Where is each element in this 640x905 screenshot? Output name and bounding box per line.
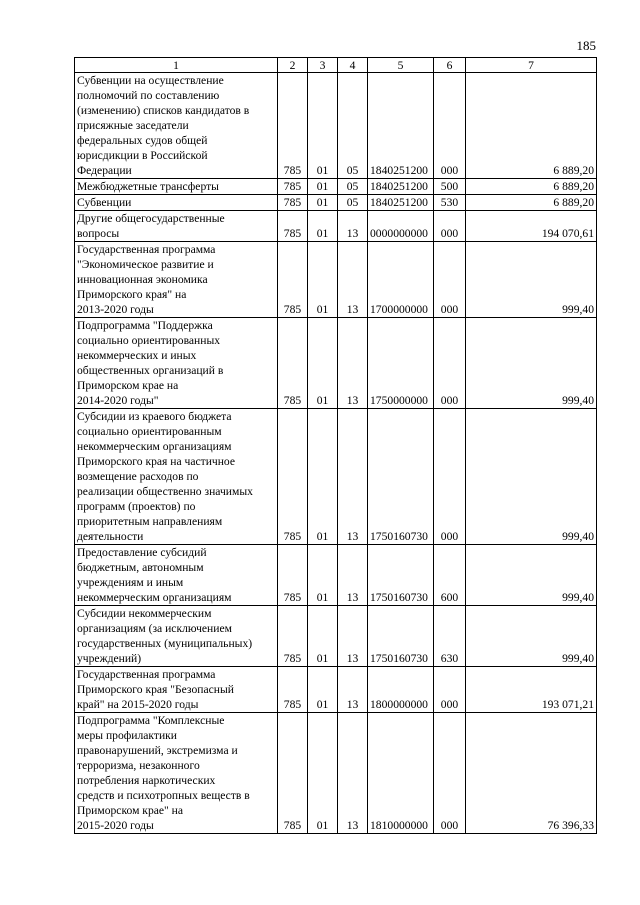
row-subsection: 13 [338, 667, 368, 713]
row-vr: 000 [434, 409, 466, 545]
table-row [75, 179, 597, 195]
row-amount: 999,40 [466, 545, 597, 606]
row-name: Другие общегосударственные вопросы [75, 211, 278, 242]
row-amount: 76 396,33 [466, 713, 597, 834]
row-code: 785 [278, 545, 308, 606]
row-vr: 000 [434, 211, 466, 242]
row-csr: 1840251200 [368, 73, 434, 179]
row-csr: 1840251200 [368, 195, 434, 211]
row-name: Субвенции на осуществление полномочий по составлению (изменению) списков кандидатов в присяжные заседатели федеральных судов общей юрисдикции в Российской Федерации [75, 73, 278, 179]
row-subsection: 13 [338, 242, 368, 318]
row-csr: 1750160730 [368, 409, 434, 545]
row-code: 785 [278, 713, 308, 834]
table-row [75, 545, 597, 606]
row-code: 785 [278, 606, 308, 667]
table-row [75, 606, 597, 667]
row-code: 785 [278, 195, 308, 211]
row-subsection: 13 [338, 545, 368, 606]
row-section: 01 [308, 409, 338, 545]
row-name: Подпрограмма "Поддержка социально ориентированных некоммерческих и иных общественных организаций в Приморском крае на 2014-2020 годы" [75, 318, 278, 409]
row-name: Государственная программа Приморского края "Безопасный край" на 2015-2020 годы [75, 667, 278, 713]
row-vr: 000 [434, 318, 466, 409]
table-row [75, 713, 597, 834]
row-amount: 999,40 [466, 242, 597, 318]
row-section: 01 [308, 242, 338, 318]
header-col-1: 1 [75, 58, 278, 73]
row-csr: 1700000000 [368, 242, 434, 318]
header-col-6: 6 [434, 58, 466, 73]
row-csr: 1750160730 [368, 606, 434, 667]
row-vr: 530 [434, 195, 466, 211]
table-row [75, 318, 597, 409]
row-vr: 600 [434, 545, 466, 606]
row-name: Субсидии из краевого бюджета социально ориентированным некоммерческим организациям Приморского края на частичное возмещение расходов по реализации общественно значимых программ (проектов) по приоритетным направлениям деятельности [75, 409, 278, 545]
row-vr: 000 [434, 73, 466, 179]
row-csr: 1810000000 [368, 713, 434, 834]
row-subsection: 05 [338, 195, 368, 211]
row-vr: 000 [434, 667, 466, 713]
row-name: Подпрограмма "Комплексные меры профилактики правонарушений, экстремизма и терроризма, незаконного потребления наркотических средств и психотропных веществ в Приморском крае" на 2015-2020 годы [75, 713, 278, 834]
table-row [75, 195, 597, 211]
row-section: 01 [308, 606, 338, 667]
row-amount: 999,40 [466, 606, 597, 667]
header-col-2: 2 [278, 58, 308, 73]
table-row [75, 242, 597, 318]
row-amount: 194 070,61 [466, 211, 597, 242]
row-section: 01 [308, 318, 338, 409]
row-csr: 1750000000 [368, 318, 434, 409]
budget-table [74, 57, 597, 834]
row-name: Предоставление субсидий бюджетным, автономным учреждениям и иным некоммерческим организациям [75, 545, 278, 606]
page-number: 185 [576, 38, 596, 53]
table-row [75, 667, 597, 713]
row-csr: 1750160730 [368, 545, 434, 606]
row-name: Субвенции [75, 195, 278, 211]
row-section: 01 [308, 195, 338, 211]
row-section: 01 [308, 713, 338, 834]
row-name: Межбюджетные трансферты [75, 179, 278, 195]
row-code: 785 [278, 179, 308, 195]
header-col-4: 4 [338, 58, 368, 73]
row-code: 785 [278, 667, 308, 713]
table-row [75, 409, 597, 545]
row-amount: 6 889,20 [466, 195, 597, 211]
header-col-5: 5 [368, 58, 434, 73]
table-row [75, 73, 597, 179]
row-vr: 500 [434, 179, 466, 195]
row-amount: 999,40 [466, 318, 597, 409]
row-name: Субсидии некоммерческим организациям (за исключением государственных (муниципальных) учреждений) [75, 606, 278, 667]
row-name: Государственная программа "Экономическое развитие и инновационная экономика Приморского края" на 2013-2020 годы [75, 242, 278, 318]
header-col-7: 7 [466, 58, 597, 73]
row-section: 01 [308, 211, 338, 242]
row-subsection: 05 [338, 73, 368, 179]
row-csr: 1840251200 [368, 179, 434, 195]
row-amount: 6 889,20 [466, 73, 597, 179]
header-col-3: 3 [308, 58, 338, 73]
row-code: 785 [278, 73, 308, 179]
row-code: 785 [278, 318, 308, 409]
row-subsection: 13 [338, 606, 368, 667]
table-row [75, 211, 597, 242]
row-subsection: 13 [338, 409, 368, 545]
row-subsection: 13 [338, 713, 368, 834]
row-amount: 193 071,21 [466, 667, 597, 713]
row-section: 01 [308, 73, 338, 179]
row-section: 01 [308, 545, 338, 606]
row-section: 01 [308, 179, 338, 195]
row-subsection: 13 [338, 211, 368, 242]
row-csr: 0000000000 [368, 211, 434, 242]
header-row [75, 58, 597, 73]
row-vr: 000 [434, 713, 466, 834]
row-vr: 000 [434, 242, 466, 318]
row-vr: 630 [434, 606, 466, 667]
table-body [75, 73, 597, 834]
row-section: 01 [308, 667, 338, 713]
row-amount: 999,40 [466, 409, 597, 545]
row-amount: 6 889,20 [466, 179, 597, 195]
row-code: 785 [278, 211, 308, 242]
row-code: 785 [278, 242, 308, 318]
row-subsection: 13 [338, 318, 368, 409]
row-csr: 1800000000 [368, 667, 434, 713]
row-subsection: 05 [338, 179, 368, 195]
row-code: 785 [278, 409, 308, 545]
